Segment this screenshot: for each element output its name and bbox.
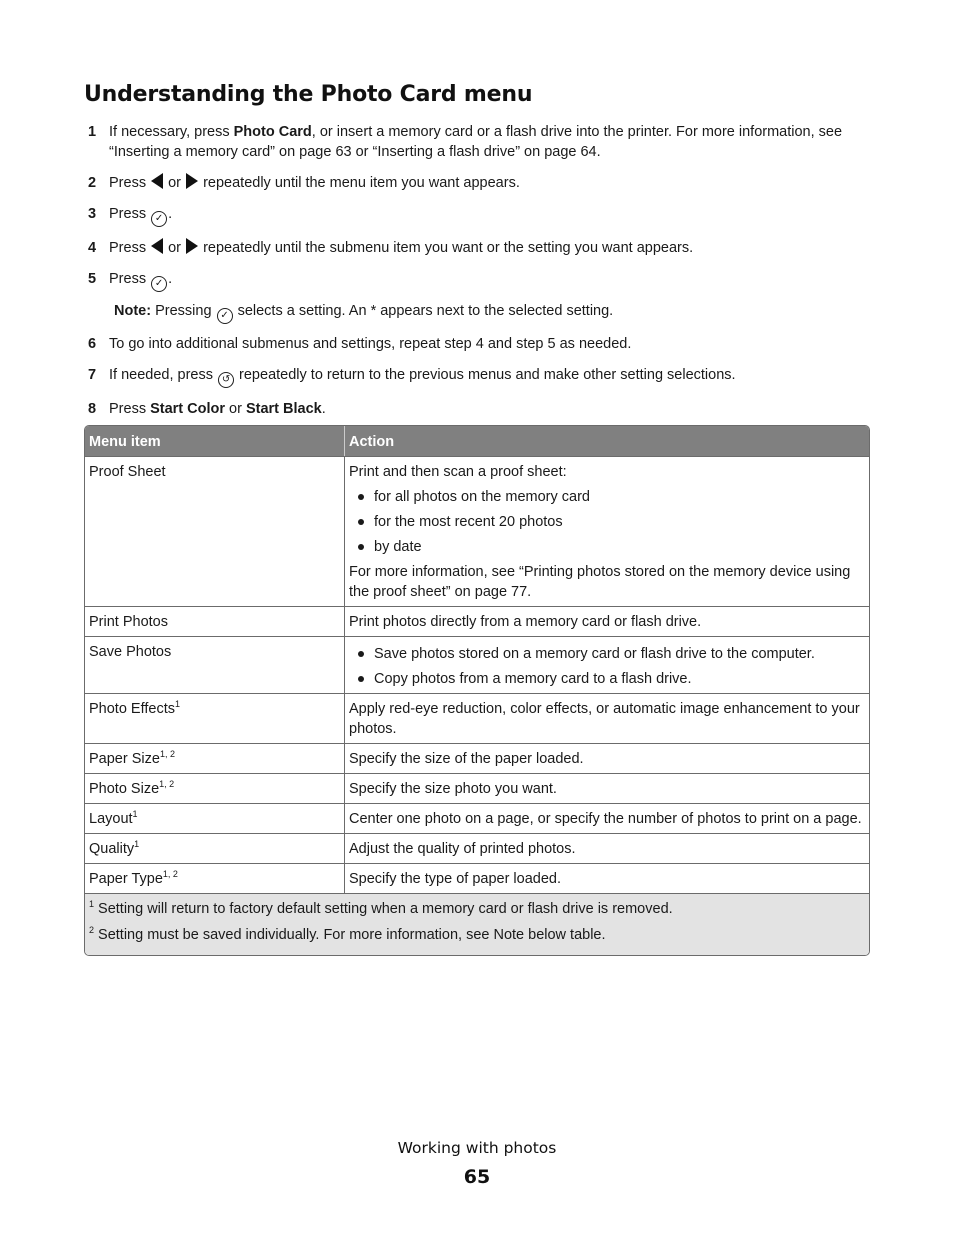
list-item: by date: [349, 537, 864, 557]
menu-item-label: Layout: [89, 811, 133, 827]
step-number: 5: [88, 271, 97, 287]
note: [84, 301, 874, 324]
footnote-ref: 1, 2: [159, 779, 175, 789]
footnote-1: [89, 899, 864, 919]
action-cell: [345, 456, 869, 606]
table-row: [85, 743, 869, 773]
footnote-ref: 1: [132, 809, 138, 819]
step-1: [84, 122, 874, 162]
table-row: [85, 833, 869, 863]
step-text: repeatedly until the submenu item you want or the setting you want appears.: [199, 240, 694, 256]
step-text: repeatedly to return to the previous menus and make other setting selections.: [235, 367, 736, 383]
action-text: For more information, see “Printing photos stored on the memory device using the proof sheet” on page 77.: [349, 564, 851, 600]
step-3: [84, 204, 874, 227]
steps-list: [84, 122, 874, 430]
left-arrow-icon: [151, 238, 163, 254]
menu-item-label: Photo Effects: [89, 701, 175, 717]
footnote-text: Setting will return to factory default setting when a memory card or flash drive is removed.: [94, 901, 673, 917]
step-number: 2: [88, 175, 97, 191]
menu-item-cell: [85, 693, 345, 743]
menu-item-label: Photo Size: [89, 781, 160, 797]
step-number: 1: [88, 124, 97, 140]
menu-item-cell: Print Photos: [85, 606, 345, 636]
table-row: [85, 456, 869, 606]
step-text: , or insert a memory card or a flash drive into the printer. For more information, see “Inserting a memory card” on page 63 or “Inserting a flash drive” on page 64.: [109, 124, 843, 160]
footnotes-cell: [85, 893, 869, 955]
menu-item-cell: Save Photos: [85, 636, 345, 693]
note-text: selects a setting. An * appears next to the selected setting.: [233, 303, 614, 319]
select-check-icon: ✓: [151, 276, 167, 292]
action-cell: Center one photo on a page, or specify the number of photos to print on a page.: [345, 803, 869, 833]
table-header-row: [85, 426, 869, 456]
step-2: [84, 173, 874, 193]
step-text: or: [164, 175, 186, 191]
menu-item-cell: [85, 803, 345, 833]
step-number: 7: [88, 367, 97, 383]
start-color-label: Start Color: [150, 401, 226, 417]
right-arrow-icon: [186, 238, 198, 254]
action-cell: Specify the size photo you want.: [345, 773, 869, 803]
step-text: To go into additional submenus and settings, repeat step 4 and step 5 as needed.: [109, 336, 632, 352]
step-text: Press: [109, 271, 151, 287]
step-text: Press: [109, 206, 151, 222]
menu-item-cell: [85, 773, 345, 803]
table-row: [85, 803, 869, 833]
step-text: or: [164, 240, 186, 256]
footer-section-title: Working with photos: [397, 1139, 557, 1157]
action-cell: Adjust the quality of printed photos.: [345, 833, 869, 863]
step-text: or: [225, 401, 246, 417]
step-text: Press: [109, 175, 151, 191]
step-7: [84, 365, 874, 388]
step-number: 8: [88, 401, 97, 417]
action-text: Print and then scan a proof sheet:: [349, 464, 567, 480]
step-number: 3: [88, 206, 97, 222]
menu-item-cell: [85, 743, 345, 773]
list-item: for the most recent 20 photos: [349, 512, 864, 532]
list-item: for all photos on the memory card: [349, 487, 864, 507]
left-arrow-icon: [151, 173, 163, 189]
table-row: [85, 773, 869, 803]
note-text: Pressing: [151, 303, 216, 319]
action-cell: Apply red-eye reduction, color effects, or automatic image enhancement to your photos.: [345, 693, 869, 743]
step-5: [84, 269, 874, 292]
photo-card-menu-table: [84, 425, 870, 956]
step-4: [84, 238, 874, 258]
table-footnote-row: [85, 893, 869, 955]
page-title: Understanding the Photo Card menu: [84, 82, 533, 107]
footnote-ref: 1, 2: [162, 869, 178, 879]
menu-item-label: Quality: [89, 841, 135, 857]
page-number: 65: [463, 1166, 491, 1188]
footnote-ref: 1, 2: [159, 749, 175, 759]
action-cell: [345, 636, 869, 693]
column-header-menu-item: Menu item: [85, 426, 345, 456]
menu-item-label: Paper Type: [89, 871, 163, 887]
step-text: If necessary, press: [109, 124, 234, 140]
menu-item-cell: [85, 863, 345, 893]
table-row: [85, 636, 869, 693]
column-header-action: Action: [345, 426, 869, 456]
photo-card-button-label: Photo Card: [233, 124, 312, 140]
footnote-2: [89, 925, 864, 945]
footnote-mark: 1: [89, 899, 95, 909]
footnote-mark: 2: [89, 925, 95, 935]
list-item: Copy photos from a memory card to a flash drive.: [349, 669, 864, 689]
select-check-icon: ✓: [217, 308, 233, 324]
menu-item-cell: Proof Sheet: [85, 456, 345, 606]
back-arrow-icon: ↺: [218, 372, 234, 388]
menu-item-label: Paper Size: [89, 751, 160, 767]
step-text: .: [168, 271, 173, 287]
select-check-icon: ✓: [151, 211, 167, 227]
table-row: [85, 693, 869, 743]
step-text: .: [321, 401, 326, 417]
right-arrow-icon: [186, 173, 198, 189]
step-text: If needed, press: [109, 367, 218, 383]
step-text: .: [168, 206, 173, 222]
table-row: [85, 606, 869, 636]
step-text: Press: [109, 240, 151, 256]
step-text: Press: [109, 401, 151, 417]
menu-item-cell: [85, 833, 345, 863]
step-8: [84, 399, 874, 419]
action-cell: Print photos directly from a memory card or flash drive.: [345, 606, 869, 636]
footnote-ref: 1: [134, 839, 140, 849]
note-label: Note:: [114, 303, 152, 319]
step-text: repeatedly until the menu item you want appears.: [199, 175, 520, 191]
bullet-list: [349, 487, 864, 557]
table-row: [85, 863, 869, 893]
footnote-ref: 1: [174, 699, 180, 709]
action-cell: Specify the size of the paper loaded.: [345, 743, 869, 773]
action-cell: Specify the type of paper loaded.: [345, 863, 869, 893]
list-item: Save photos stored on a memory card or flash drive to the computer.: [349, 644, 864, 664]
step-number: 6: [88, 336, 97, 352]
step-6: [84, 334, 874, 354]
start-black-label: Start Black: [245, 401, 322, 417]
footnote-text: Setting must be saved individually. For more information, see Note below table.: [94, 927, 606, 943]
bullet-list: [349, 644, 864, 689]
step-number: 4: [88, 240, 97, 256]
